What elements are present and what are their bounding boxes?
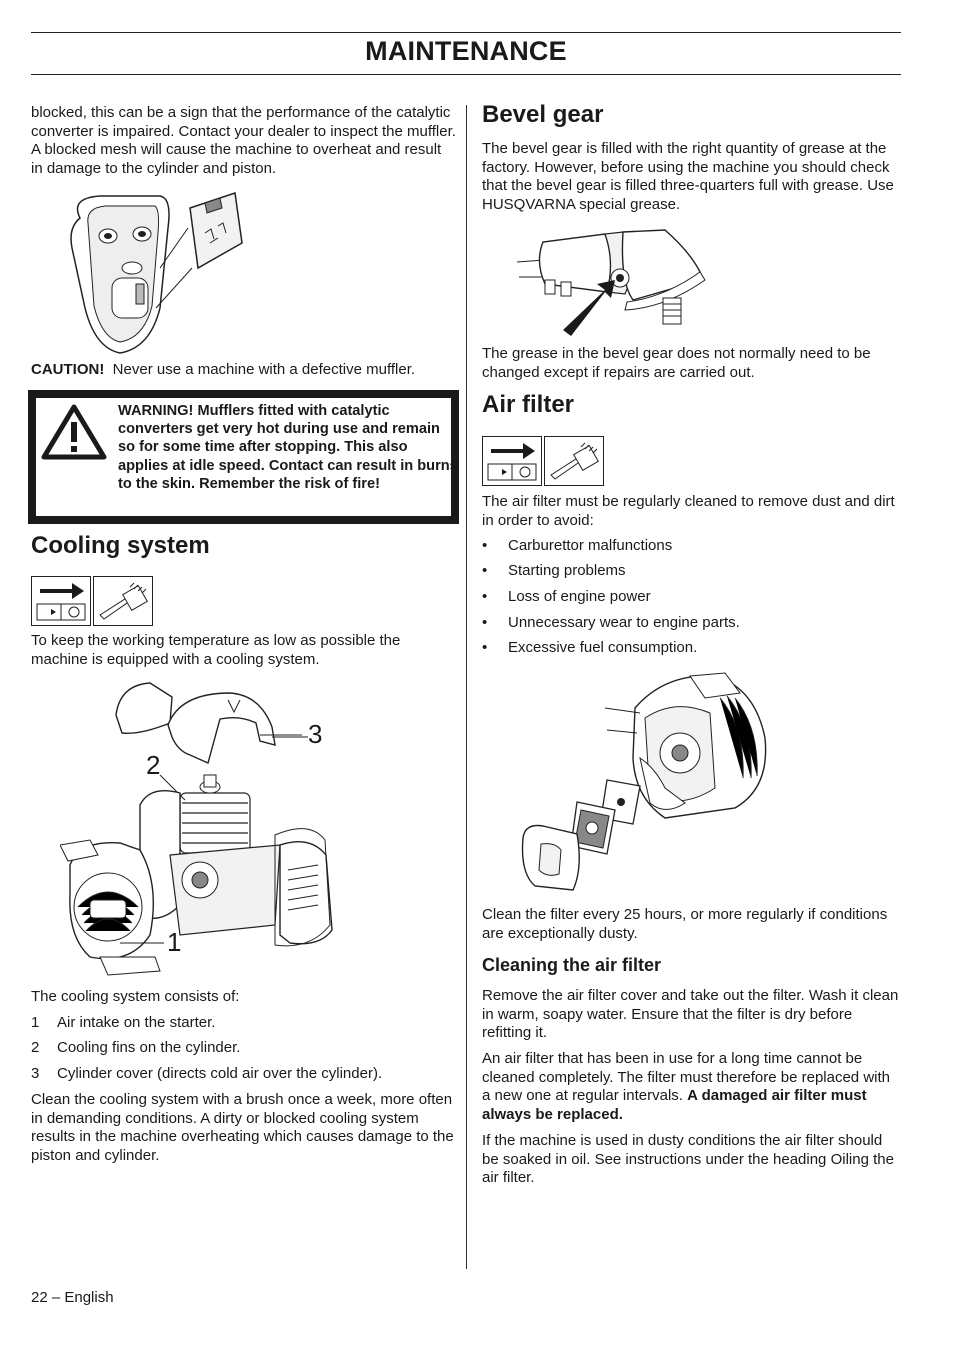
- column-divider: [466, 105, 467, 1269]
- bullet-text: Excessive fuel consumption.: [508, 639, 698, 656]
- air-filter-illustration: [515, 668, 775, 900]
- part-number: 1: [31, 1014, 40, 1031]
- callout-1: 1: [167, 927, 182, 957]
- cooling-system-heading: Cooling system: [31, 532, 210, 559]
- bevel-gear-paragraph-2: The grease in the bevel gear does not normally need to be changed except if repairs are carried out.: [482, 345, 871, 381]
- scheduled-maintenance-icon: [482, 436, 542, 486]
- list-item: [482, 614, 902, 632]
- bevel-gear-illustration: [515, 222, 710, 342]
- list-item: [482, 537, 902, 555]
- page-number: 22 – English: [31, 1289, 114, 1306]
- warning-triangle-icon: [41, 404, 107, 460]
- air-filter-heading: Air filter: [482, 391, 575, 418]
- bullet-text: Unnecessary wear to engine parts.: [508, 614, 740, 631]
- list-item: [482, 639, 902, 657]
- part-number: 3: [31, 1065, 40, 1082]
- part-text: Cooling fins on the cylinder.: [57, 1039, 241, 1056]
- header-rule-top: [31, 32, 901, 33]
- scheduled-maintenance-icon: [31, 576, 91, 626]
- bevel-gear-paragraph: The bevel gear is filled with the right quantity of grease at the factory. However, before using the machine you should check that the bevel gear is filled three-quarters full with grease. Use HUSQVARNA special grease.: [482, 140, 894, 213]
- cooling-intro-paragraph: To keep the working temperature as low as possible the machine is equipped with a cooling system.: [31, 632, 401, 668]
- bullet-text: Carburettor malfunctions: [508, 537, 673, 554]
- caution-text: Never use a machine with a defective muffler.: [112, 361, 416, 378]
- bevel-gear-heading: Bevel gear: [482, 101, 604, 128]
- warning-box: [28, 390, 459, 524]
- replace-bold: A damaged air filter must always be replaced.: [482, 1087, 867, 1123]
- warning-text: WARNING! Mufflers fitted with catalytic converters get very hot during use and remain so for some time after stopping. This also applies at idle speed. Contact can result in burns to the skin. Remember the risk of fire!: [118, 403, 458, 492]
- air-filter-intro: The air filter must be regularly cleaned to remove dust and dirt in order to avoid:: [482, 493, 895, 529]
- clean-every-paragraph: Clean the filter every 25 hours, or more regularly if conditions are exceptionally dusty.: [482, 906, 888, 942]
- caution-label: CAUTION!: [31, 361, 105, 378]
- part-number: 2: [31, 1039, 40, 1056]
- oil-paragraph: If the machine is used in dusty conditions the air filter should be soaked in oil. See instructions under the heading Oiling the air filter.: [482, 1132, 894, 1187]
- muffler-illustration: [60, 188, 250, 358]
- callout-2: 2: [146, 750, 161, 780]
- bullet-marker: •: [482, 562, 488, 579]
- list-item: [31, 1065, 456, 1083]
- replace-paragraph: [482, 1050, 902, 1124]
- page-title: MAINTENANCE: [365, 36, 567, 66]
- cleaning-air-filter-heading: Cleaning the air filter: [482, 955, 662, 975]
- clean-cooling-paragraph: Clean the cooling system with a brush once a week, more often in demanding conditions. A dirty or blocked cooling system results in the machine overheating which causes damage to the piston and cylinder.: [31, 1091, 454, 1164]
- cooling-system-illustration: [60, 675, 400, 985]
- callout-3: 3: [308, 719, 323, 749]
- consists-of-paragraph: The cooling system consists of:: [31, 988, 240, 1005]
- intro-paragraph: blocked, this can be a sign that the performance of the catalytic converter is impaired. Contact your dealer to inspect the muffler. A blocked mesh will cause the machine to overheat and result in damage to the cylinder and piston.: [31, 104, 456, 177]
- brush-icon: [544, 436, 604, 486]
- replace-text: An air filter that has been in use for a long time cannot be cleaned completely. The filter must therefore be replaced with a new one at regular intervals.: [482, 1050, 890, 1105]
- header-rule-bottom: [31, 74, 901, 75]
- caution-line: [31, 361, 456, 380]
- bullet-marker: •: [482, 639, 488, 656]
- list-item: [31, 1014, 456, 1032]
- part-text: Cylinder cover (directs cold air over the cylinder).: [57, 1065, 383, 1082]
- bullet-marker: •: [482, 537, 488, 554]
- bullet-text: Loss of engine power: [508, 588, 651, 605]
- part-text: Air intake on the starter.: [57, 1014, 216, 1031]
- bullet-marker: •: [482, 588, 488, 605]
- bullet-marker: •: [482, 614, 488, 631]
- cleaning-paragraph: Remove the air filter cover and take out the filter. Wash it clean in warm, soapy water. Ensure that the filter is dry before refitting it.: [482, 987, 899, 1042]
- brush-icon: [93, 576, 153, 626]
- bullet-text: Starting problems: [508, 562, 626, 579]
- list-item: [31, 1039, 456, 1057]
- list-item: [482, 562, 902, 580]
- list-item: [482, 588, 902, 606]
